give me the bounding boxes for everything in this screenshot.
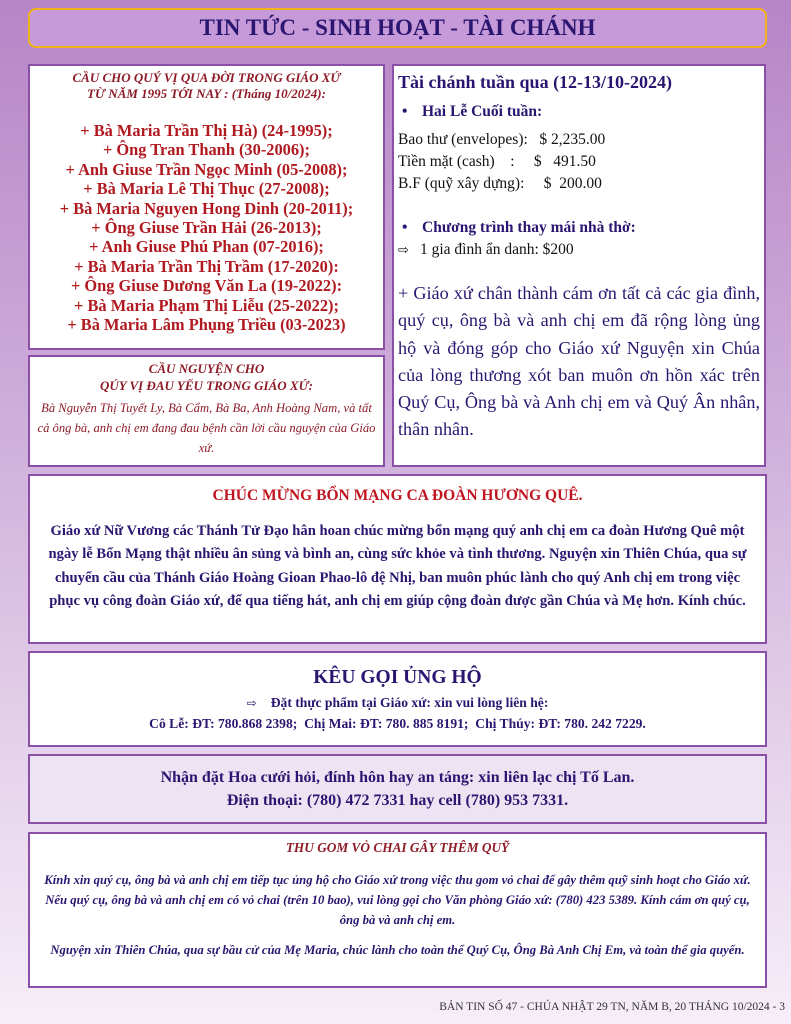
roof-program-heading: Chương trình thay mái nhà thờ:	[422, 219, 636, 236]
bottle-collection-blessing: Nguyện xin Thiên Chúa, qua sự bầu cử của Mẹ Maria, chúc lành cho toàn thể Quý Cụ, Ông Bà Anh Chị Em, và toàn thể gia quyến.	[50, 943, 745, 957]
finance-row-cash: Tiền mặt (cash) : $ 491.50	[398, 153, 596, 170]
deceased-heading-line1: CẦU CHO QUÝ VỊ QUA ĐỜI TRONG GIÁO XỨ	[72, 70, 341, 85]
deceased-name: + Bà Maria Lâm Phụng Triều (03-2023)	[67, 315, 346, 335]
food-order-line	[30, 693, 765, 713]
choir-birthday-box	[28, 474, 767, 644]
food-order-contacts: Cô Lễ: ĐT: 780.868 2398; Chị Mai: ĐT: 780. 885 8191; Chị Thúy: ĐT: 780. 242 7229.	[149, 716, 646, 731]
deceased-name: + Anh Giuse Phú Phan (07-2016);	[89, 237, 324, 257]
deceased-list	[30, 121, 383, 334]
support-appeal-box	[28, 651, 767, 747]
finance-row-envelopes: Bao thư (envelopes): $ 2,235.00	[398, 131, 606, 148]
deceased-name: + Bà Maria Nguyen Hong Dinh (20-2011);	[59, 198, 354, 218]
bullet-icon: •	[402, 219, 408, 236]
deceased-heading	[30, 70, 383, 102]
sick-list: Bà Nguyễn Thị Tuyết Ly, Bà Cẩm, Bà Ba, Anh Hoàng Nam, và tất cả ông bà, anh chị em đang đau bệnh cần lời cầu nguyện của Giáo xứ.	[37, 401, 376, 455]
deceased-prayer-box	[28, 64, 385, 350]
deceased-heading-line2: TỪ NĂM 1995 TỚI NAY : (Tháng 10/2024):	[87, 86, 326, 101]
roof-program-section	[402, 217, 760, 239]
sick-heading-line1: CẦU NGUYỆN CHO	[148, 361, 265, 376]
choir-birthday-body: Giáo xứ Nữ Vương các Thánh Tử Đạo hân hoan chúc mừng bổn mạng quý anh chị em ca đoàn Hương Quê một ngày lễ Bổn Mạng thật nhiều ân sủng và bình an, cùng sức khỏe và tình thương. Nguyện xin Thiên Chúa, qua sự chuyển cầu của Thánh Giáo Hoàng Gioan Phao-lô đệ Nhị, ban muôn phúc lành cho quý Anh chị em trong việc phục vụ công đoàn Giáo xứ, để qua tiếng hát, anh chị em giúp cộng đoàn được gần Chúa và Mẹ hơn. Kính chúc.	[48, 523, 747, 609]
deceased-name: + Ông Tran Thanh (30-2006);	[103, 140, 310, 160]
page-title: TIN TỨC - SINH HOẠT - TÀI CHÁNH	[199, 15, 596, 40]
bottle-collection-heading: THU GOM VỎ CHAI GÂY THÊM QUỸ	[285, 840, 510, 855]
deceased-name: + Bà Maria Phạm Thị Liễu (25-2022);	[74, 295, 339, 315]
support-heading: KÊU GỌI ỦNG HỘ	[313, 667, 482, 688]
flower-order-box	[28, 754, 767, 824]
sick-heading-line2: QÚY VỊ ĐAU YẾU TRONG GIÁO XỨ:	[99, 378, 314, 393]
bottle-collection-box	[28, 832, 767, 988]
sick-heading	[30, 360, 383, 394]
roof-donation-line	[398, 239, 760, 262]
weekend-mass-section	[402, 101, 760, 123]
flower-order-phone: Điện thoại: (780) 472 7331 hay cell (780) 953 7331.	[226, 792, 569, 809]
roof-donation-text: 1 gia đình ẩn danh: $200	[420, 241, 574, 258]
arrow-right-icon: ⇨	[246, 696, 257, 710]
deceased-name: + Anh Giuse Trần Ngọc Minh (05-2008);	[65, 159, 348, 179]
finance-title: Tài chánh tuần qua (12-13/10-2024)	[398, 72, 673, 92]
food-order-text: Đặt thực phẩm tại Giáo xứ: xin vui lòng liên hệ:	[270, 695, 549, 710]
choir-birthday-heading: CHÚC MỪNG BỔN MẠNG CA ĐOÀN HƯƠNG QUÊ.	[212, 487, 583, 504]
finance-thanks: + Giáo xứ chân thành cám ơn tất cả các gia đình, quý cụ, ông bà và anh chị em đã rộng lòng ủng hộ và đóng góp cho Giáo xứ Nguyện xin Chúa của lòng thương xót ban muôn ơn hồn xác trên Quý Cụ, Ông bà và Anh chị em và Quý Ân nhân, thân nhân.	[398, 283, 760, 440]
bottle-collection-body: Kính xin quý cụ, ông bà và anh chị em tiếp tục ủng hộ cho Giáo xứ trong việc thu gom vỏ chai để gây thêm quỹ sinh hoạt cho Giáo xứ. Nếu quý cụ, ông bà và anh chị em có vỏ chai (trên 10 bao), vui lòng gọi cho Văn phòng Giáo xứ: (780) 423 5389. Kính cám ơn quý cụ, ông bà và anh chị em.	[44, 873, 751, 927]
weekend-mass-heading: Hai Lễ Cuối tuần:	[422, 103, 543, 120]
page-title-banner	[28, 8, 767, 48]
finance-row-building-fund: B.F (quỹ xây dựng): $ 200.00	[398, 175, 602, 192]
sick-prayer-box	[28, 355, 385, 467]
flower-order-text: Nhận đặt Hoa cưới hỏi, đính hôn hay an táng: xin liên lạc chị Tố Lan.	[160, 769, 635, 786]
deceased-name: + Bà Maria Trần Thị Hà) (24-1995);	[80, 121, 333, 140]
deceased-name: + Bà Maria Trần Thị Trầm (17-2020):	[74, 256, 339, 276]
deceased-name: + Ông Giuse Dương Văn La (19-2022):	[70, 276, 343, 296]
page-footer: BẢN TIN SỐ 47 - CHÚA NHẬT 29 TN, NĂM B, 20 THÁNG 10/2024 - 3	[439, 1001, 785, 1013]
finance-box	[392, 64, 766, 467]
arrow-right-icon: ⇨	[398, 243, 409, 258]
deceased-name: + Ông Giuse Trần Hải (26-2013);	[91, 218, 322, 238]
deceased-name: + Bà Maria Lê Thị Thục (27-2008);	[83, 179, 330, 199]
bullet-icon: •	[402, 103, 408, 120]
